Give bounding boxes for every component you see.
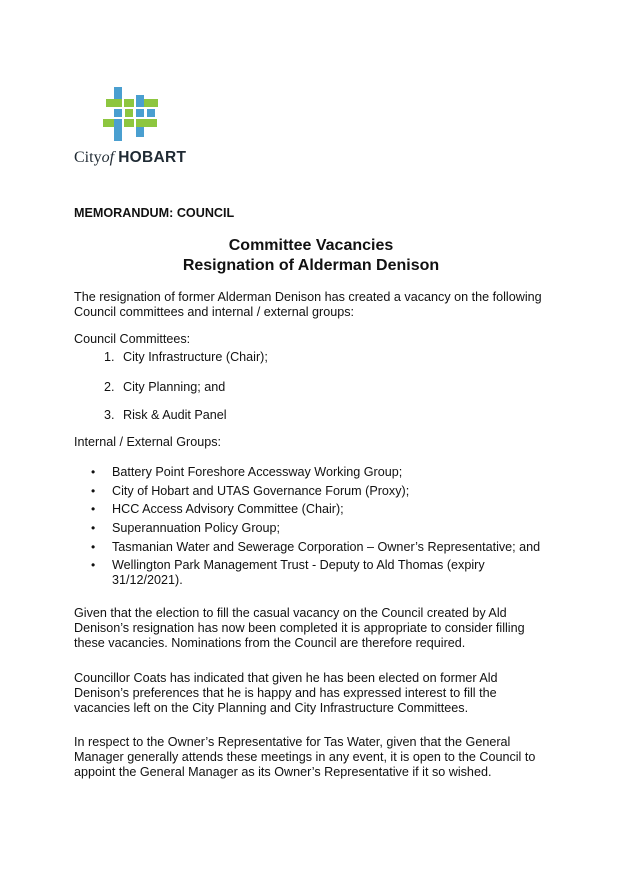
bullet-icon: • — [91, 465, 96, 479]
list-item-text: Wellington Park Management Trust - Deputy to Ald Thomas (expiry 31/12/2021). — [112, 558, 485, 587]
list-item-text: Superannuation Policy Group; — [112, 521, 281, 535]
election-paragraph: Given that the election to fill the casual vacancy on the Council created by Ald Denison’s resignation has now been completed it is appropriate to consider filling these vacancies. Nominations from the Council are therefore required. — [74, 606, 525, 650]
title-line-1: Committee Vacancies — [228, 237, 394, 254]
list-number: 2. — [104, 380, 115, 394]
list-item-text: HCC Access Advisory Committee (Chair); — [112, 502, 344, 516]
logo-word-of: of — [101, 149, 115, 166]
list-number: 1. — [104, 350, 115, 364]
council-committees-heading: Council Committees: — [74, 332, 191, 346]
councillor-coats-paragraph: Councillor Coats has indicated that given he has been elected on former Ald Denison’s preferences that he is happy and has expressed interest to fill the vacancies left on the City Planning and City Infrastructure Committees. — [74, 671, 498, 715]
bullet-icon: • — [91, 502, 96, 516]
bullet-icon: • — [91, 484, 96, 498]
list-item-text: Risk & Audit Panel — [123, 408, 227, 422]
logo-wordmark — [74, 149, 186, 167]
list-number: 3. — [104, 408, 115, 422]
list-item-text: City of Hobart and UTAS Governance Forum (Proxy); — [112, 484, 410, 498]
bullet-icon: • — [91, 540, 96, 554]
hobart-logo-mark-icon — [103, 85, 161, 143]
list-item-text: City Infrastructure (Chair); — [123, 350, 268, 364]
bullet-icon: • — [91, 558, 96, 572]
list-item-text: Tasmanian Water and Sewerage Corporation – Owner’s Representative; and — [112, 540, 541, 554]
title-line-2: Resignation of Alderman Denison — [182, 257, 440, 274]
intro-paragraph: The resignation of former Alderman Denison has created a vacancy on the following Council committees and internal / external groups: — [74, 290, 542, 319]
list-item-text: Battery Point Foreshore Accessway Working Group; — [112, 465, 403, 479]
logo-word-hobart: HOBART — [118, 149, 187, 166]
logo-word-city: City — [74, 149, 102, 166]
bullet-icon: • — [91, 521, 96, 535]
city-of-hobart-logo — [72, 85, 202, 175]
memo-heading: MEMORANDUM: COUNCIL — [74, 206, 235, 220]
internal-external-groups-heading: Internal / External Groups: — [74, 435, 221, 449]
list-item-text: City Planning; and — [123, 380, 226, 394]
tas-water-paragraph: In respect to the Owner’s Representative for Tas Water, given that the General Manager generally attends these meetings in any event, it is open to the Council to appoint the General Manager as its Owner’s Representative if it so wished. — [74, 735, 536, 779]
